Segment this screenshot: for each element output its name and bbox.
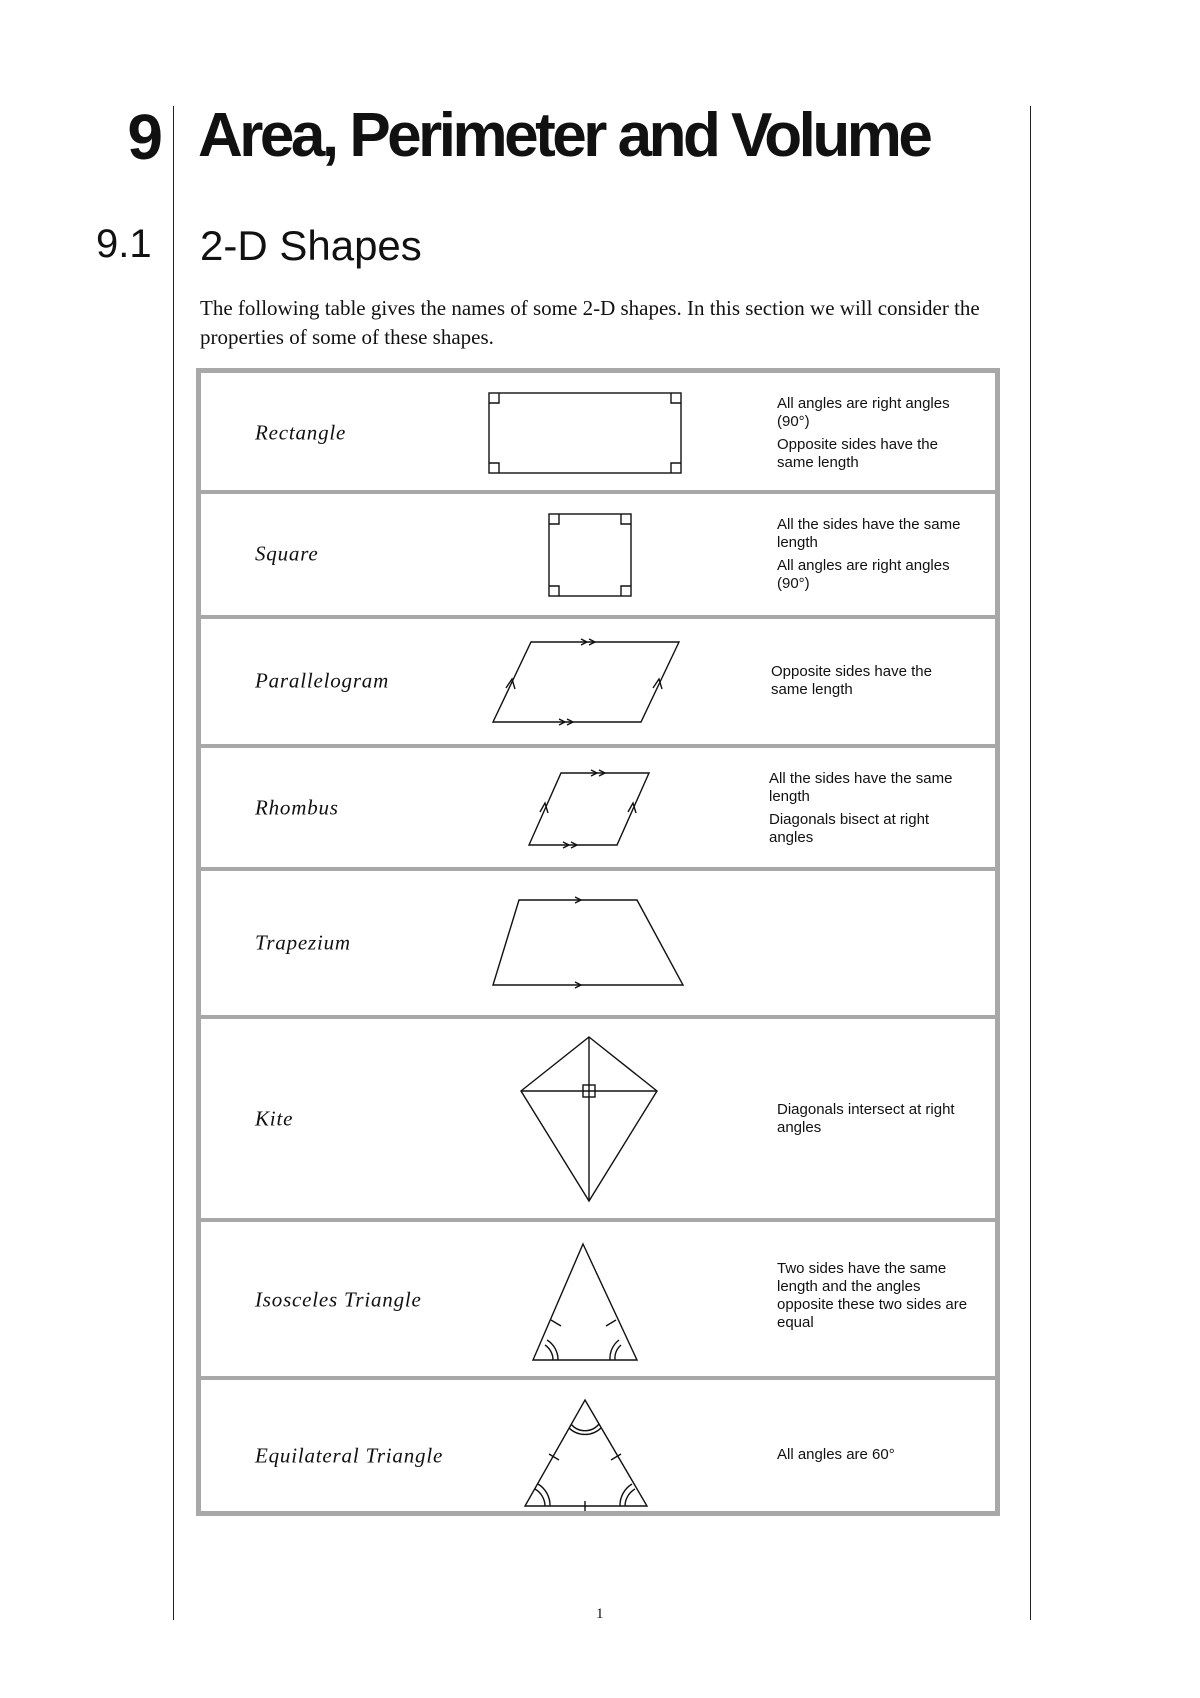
- rectangle-diagram: [487, 391, 687, 481]
- shape-properties: [777, 1446, 977, 1469]
- chapter-title: Area, Perimeter and Volume: [198, 101, 930, 170]
- property-text: All angles are right angles (90°): [777, 557, 950, 592]
- chapter-number: 9: [127, 101, 160, 173]
- property-text: All the sides have the same length: [769, 770, 953, 805]
- square-diagram: [547, 512, 637, 602]
- parallelogram-diagram: [491, 639, 691, 729]
- table-row-rectangle: [201, 373, 995, 494]
- shape-name: Kite: [255, 1106, 294, 1131]
- page-number: 1: [596, 1606, 604, 1622]
- section-title: 2-D Shapes: [200, 222, 422, 269]
- shape-name: Parallelogram: [255, 668, 390, 693]
- property-text: Diagonals bisect at right angles: [769, 811, 930, 846]
- table-row-kite: [201, 1019, 995, 1222]
- table-row-equilateral-triangle: [201, 1380, 995, 1511]
- shape-name: Equilateral Triangle: [255, 1443, 444, 1468]
- shape-name: Rectangle: [255, 420, 347, 445]
- property-text: All angles are 60°: [777, 1446, 895, 1463]
- shape-name: Square: [255, 541, 319, 566]
- property-text: Opposite sides have the same length: [777, 436, 938, 471]
- shape-name: Trapezium: [255, 930, 351, 955]
- shape-properties: [777, 1260, 977, 1337]
- property-text: Two sides have the same length and the angles opposite these two sides are equal: [777, 1260, 968, 1331]
- table-row-trapezium: [201, 871, 995, 1019]
- section-number: 9.1: [96, 222, 152, 266]
- property-text: Opposite sides have the same length: [771, 663, 932, 698]
- left-margin-rule: [173, 106, 174, 1620]
- trapezium-diagram: [491, 897, 691, 992]
- property-text: All angles are right angles (90°): [777, 395, 950, 430]
- equilateral-triangle-diagram: [523, 1398, 658, 1523]
- shape-properties: [771, 663, 971, 704]
- table-row-rhombus: [201, 748, 995, 871]
- property-text: All the sides have the same length: [777, 516, 961, 551]
- shape-properties: [777, 395, 977, 477]
- rhombus-diagram: [527, 770, 657, 850]
- shape-name: Rhombus: [255, 795, 339, 820]
- isosceles-triangle-diagram: [531, 1242, 656, 1367]
- right-margin-rule: [1030, 106, 1031, 1620]
- table-row-isosceles-triangle: [201, 1222, 995, 1380]
- table-row-parallelogram: [201, 619, 995, 748]
- shape-properties: [777, 516, 977, 598]
- shape-name: Isosceles Triangle: [255, 1287, 422, 1312]
- kite-diagram: [519, 1035, 664, 1205]
- shapes-table: [196, 368, 1000, 1516]
- shape-properties: [769, 770, 969, 852]
- intro-paragraph: The following table gives the names of some 2-D shapes. In this section we will consider the properties of some of these shapes.: [200, 296, 980, 349]
- property-text: Diagonals intersect at right angles: [777, 1101, 955, 1136]
- table-row-square: [201, 494, 995, 619]
- shape-properties: [777, 1101, 977, 1142]
